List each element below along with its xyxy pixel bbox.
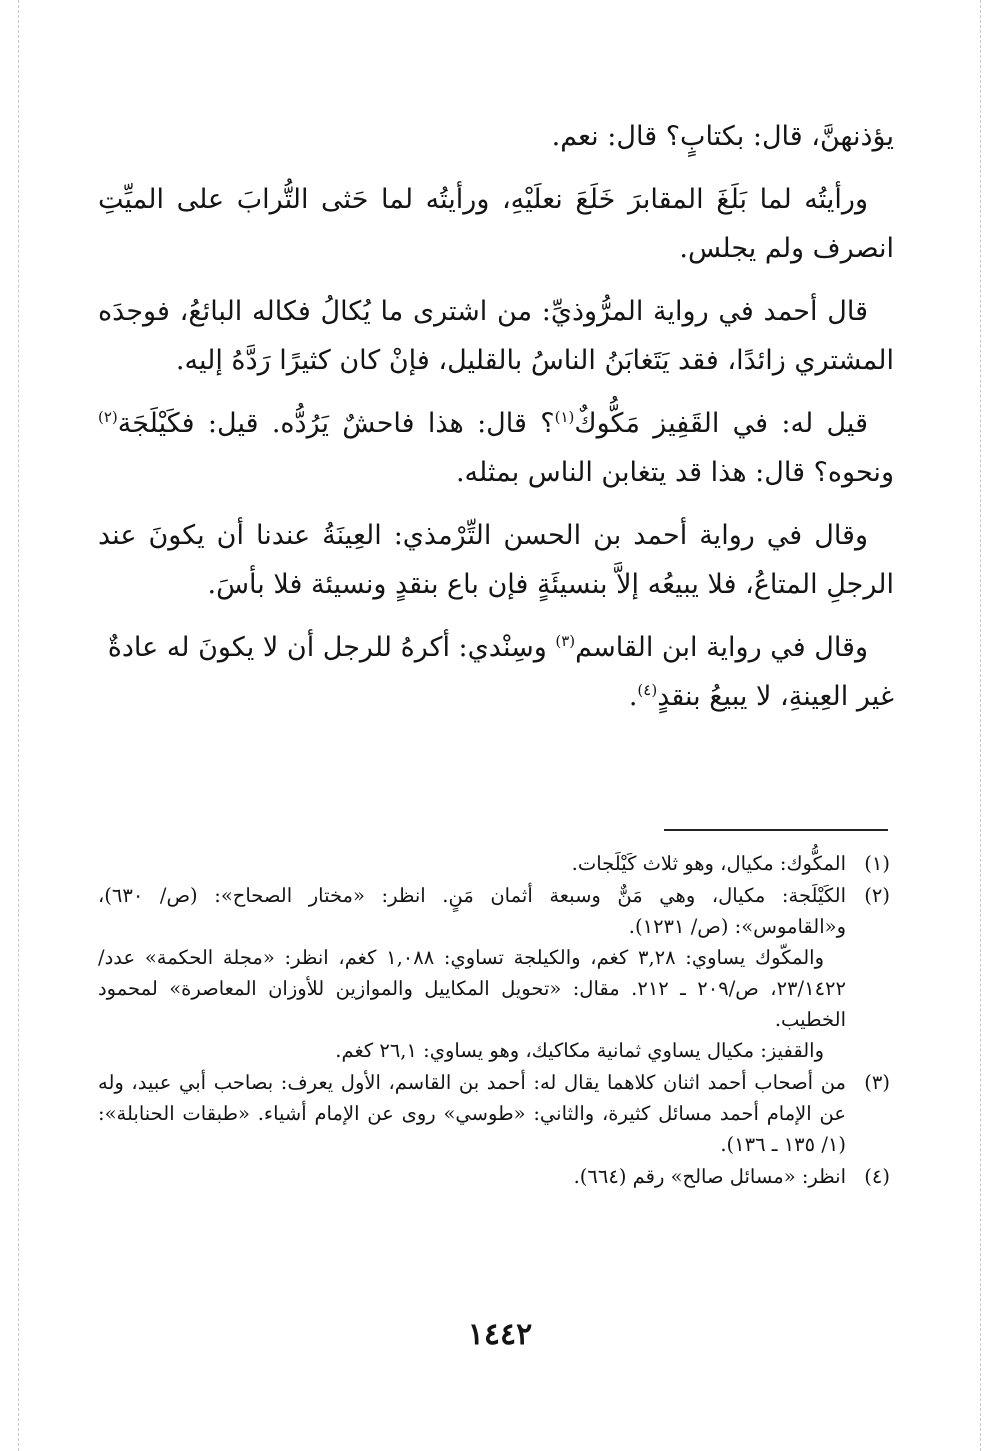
footnote-continuation: والقفيز: مكيال يساوي ثمانية مكاكيك، وهو يساوي: ٢٦,١ كغم. xyxy=(335,1039,824,1062)
scan-edge-right xyxy=(980,0,981,1451)
paragraph-6 xyxy=(98,623,894,721)
paragraph-4-part-a: قيل له: في القَفِيز مَكُّوكٌ xyxy=(574,408,868,439)
footnote-number: (٣) xyxy=(864,1071,890,1094)
paragraph-6-part-c: . xyxy=(628,681,638,712)
footnote-number: (٢) xyxy=(864,884,890,907)
footnote-ref-3: (٣) xyxy=(555,632,576,650)
paragraph-1: يؤذنهنَّ، قال: بكتابٍ؟ قال: نعم. xyxy=(551,121,894,152)
paragraph-2: ورأيتُه لما بَلَغَ المقابرَ خَلَعَ نعلَيْهِ، ورأيتُه لما حَثى التُّرابَ على الميِّتِ انصرف ولم يجلس. xyxy=(98,184,894,264)
footnote-ref-4: (٤) xyxy=(637,681,658,699)
footnote-number: (٤) xyxy=(864,1165,890,1188)
scan-edge-left xyxy=(18,0,19,1451)
footnote-separator xyxy=(664,829,888,831)
footnote-ref-1: (١) xyxy=(554,408,575,426)
paragraph-6-part-b: وسِنْدي: أكرهُ للرجل أن لا يكونَ له عادةٌ غير العِينةِ، لا يبيعُ بنقدٍ xyxy=(107,632,894,712)
footnote-text: الكَيْلَجة: مكيال، وهي مَنٌّ وسبعة أثمان مَنٍ. انظر: «مختار الصحاح»: (ص/ ٦٣٠)، و«القاموس»: (ص/ ١٢٣١). xyxy=(98,884,846,938)
main-text xyxy=(98,112,894,735)
paragraph-4-part-c: ونحوه؟ قال: هذا قد يتغابن الناس بمثله. xyxy=(455,457,894,488)
footnote-3 xyxy=(98,1067,890,1160)
footnote-2 xyxy=(98,880,890,1066)
footnote-1 xyxy=(98,848,890,879)
paragraph-5: وقال في رواية أحمد بن الحسن التِّرْمذي: العِينَةُ عندنا أن يكونَ عند الرجلِ المتاعُ، فلا يبيعُه إلاَّ بنسيئَةٍ فإن باع بنقدٍ ونسيئة فلا بأسَ. xyxy=(98,520,894,600)
paragraph-3: قال أحمد في رواية المرُّوذيِّ: من اشترى ما يُكالُ فكاله البائعُ، فوجدَه المشتري زائدًا، فقد يَتَغابَنُ الناسُ بالقليل، فإنْ كان كثيرًا رَدَّهُ إليه. xyxy=(98,296,894,376)
page-number: ١٤٤٢ xyxy=(467,1317,533,1352)
footnote-text: انظر: «مسائل صالح» رقم (٦٦٤). xyxy=(573,1165,846,1188)
footnote-continuation: والمكّوك يساوي: ٣,٢٨ كغم، والكيلجة تساوي: ١,٠٨٨ كغم، انظر: «مجلة الحكمة» عدد/ ٢٣/١٤٢٢، ص/٢٠٩ ـ ٢١٢. مقال: «تحويل المكاييل والموازين للأوزان المعاصرة» لمحمود الخطيب. xyxy=(98,946,846,1031)
paragraph-4-part-b: ؟ قال: هذا فاحشٌ يَرُدُّه. قيل: فكَيْلَجَة xyxy=(117,408,555,439)
footnote-4 xyxy=(98,1161,890,1192)
footnote-number: (١) xyxy=(864,852,890,875)
footnote-text: المكُّوك: مكيال، وهو ثلاث كَيْلَجات. xyxy=(571,852,846,875)
footnote-text: من أصحاب أحمد اثنان كلاهما يقال له: أحمد بن القاسم، الأول يعرف: بصاحب أبي عبيد، وله عن الإمام أحمد مسائل كثيرة، والثاني: «طوسي» روى عن الإمام أشياء. «طبقات الحنابلة»: (١/ ١٣٥ ـ ١٣٦). xyxy=(98,1071,846,1156)
paragraph-6-part-a: وقال في رواية ابن القاسم xyxy=(575,632,868,663)
paragraph-4 xyxy=(98,399,894,497)
footnote-ref-2: (٢) xyxy=(98,408,118,426)
footnotes xyxy=(98,848,890,1193)
